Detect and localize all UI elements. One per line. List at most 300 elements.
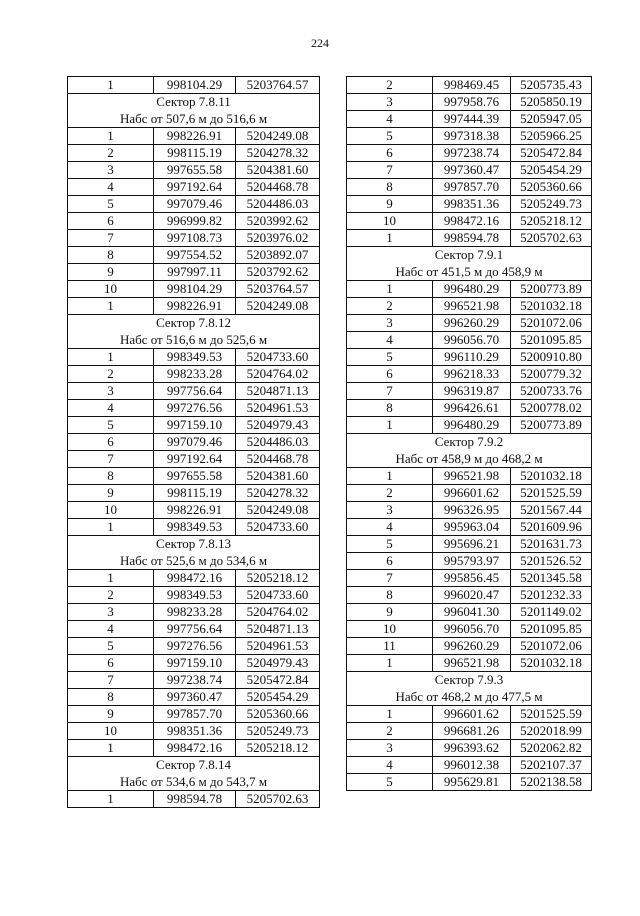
x-coordinate: 998226.91 [154,298,236,315]
y-coordinate: 5203764.57 [236,77,320,94]
x-coordinate: 998472.16 [154,570,236,587]
point-number: 6 [68,213,154,230]
table-row [347,298,592,315]
y-coordinate: 5203764.57 [236,281,320,298]
x-coordinate: 996480.29 [433,417,511,434]
x-coordinate: 998351.36 [154,723,236,740]
x-coordinate: 997238.74 [433,145,511,162]
point-number: 8 [68,247,154,264]
point-number: 4 [347,111,433,128]
point-number: 7 [68,672,154,689]
sector-height-range: Набс от 458,9 м до 468,2 м [347,451,592,468]
x-coordinate: 998104.29 [154,281,236,298]
sector-title-row [68,94,320,111]
y-coordinate: 5201032.18 [511,655,592,672]
x-coordinate: 995696.21 [433,536,511,553]
y-coordinate: 5204733.60 [236,587,320,604]
sector-height-range: Набс от 525,6 м до 534,6 м [68,553,320,570]
point-number: 3 [347,315,433,332]
point-number: 5 [347,536,433,553]
y-coordinate: 5205454.29 [236,689,320,706]
x-coordinate: 997756.64 [154,383,236,400]
y-coordinate: 5204961.53 [236,638,320,655]
x-coordinate: 995963.04 [433,519,511,536]
table-row [347,604,592,621]
table-row [68,264,320,281]
x-coordinate: 996521.98 [433,468,511,485]
x-coordinate: 997108.73 [154,230,236,247]
x-coordinate: 996521.98 [433,655,511,672]
table-row [68,587,320,604]
y-coordinate: 5203792.62 [236,264,320,281]
table-row [68,740,320,757]
y-coordinate: 5201032.18 [511,468,592,485]
point-number: 1 [68,791,154,808]
x-coordinate: 995793.97 [433,553,511,570]
y-coordinate: 5205249.73 [236,723,320,740]
table-row [68,672,320,689]
point-number: 4 [347,757,433,774]
y-coordinate: 5204486.03 [236,196,320,213]
x-coordinate: 997360.47 [154,689,236,706]
table-row [68,383,320,400]
point-number: 1 [68,349,154,366]
x-coordinate: 997857.70 [433,179,511,196]
table-row [68,502,320,519]
point-number: 9 [68,485,154,502]
x-coordinate: 998226.91 [154,128,236,145]
x-coordinate: 998469.45 [433,77,511,94]
y-coordinate: 5204468.78 [236,451,320,468]
table-row [68,281,320,298]
table-row [347,706,592,723]
y-coordinate: 5205249.73 [511,196,592,213]
table-row [347,774,592,791]
y-coordinate: 5205702.63 [511,230,592,247]
sector-title: Сектор 7.8.14 [68,757,320,774]
sector-title: Сектор 7.8.12 [68,315,320,332]
x-coordinate: 996020.47 [433,587,511,604]
table-row [347,77,592,94]
table-row [68,451,320,468]
sector-title-row [347,672,592,689]
table-row [68,349,320,366]
point-number: 3 [347,740,433,757]
x-coordinate: 996041.30 [433,604,511,621]
sector-title: Сектор 7.9.3 [347,672,592,689]
point-number: 7 [347,570,433,587]
point-number: 7 [347,162,433,179]
point-number: 6 [347,145,433,162]
y-coordinate: 5200910.80 [511,349,592,366]
x-coordinate: 997276.56 [154,400,236,417]
y-coordinate: 5204979.43 [236,417,320,434]
y-coordinate: 5204249.08 [236,128,320,145]
sector-title: Сектор 7.8.13 [68,536,320,553]
y-coordinate: 5205218.12 [236,570,320,587]
table-row [68,434,320,451]
point-number: 9 [68,264,154,281]
table-row [68,689,320,706]
x-coordinate: 997444.39 [433,111,511,128]
table-row [347,162,592,179]
x-coordinate: 997079.46 [154,196,236,213]
y-coordinate: 5201526.52 [511,553,592,570]
x-coordinate: 995629.81 [433,774,511,791]
y-coordinate: 5201609.96 [511,519,592,536]
y-coordinate: 5204278.32 [236,145,320,162]
y-coordinate: 5204871.13 [236,383,320,400]
coordinates-table-left [67,76,320,808]
table-row [68,417,320,434]
table-row [347,655,592,672]
table-row [347,570,592,587]
y-coordinate: 5205472.84 [511,145,592,162]
point-number: 1 [347,230,433,247]
point-number: 2 [347,298,433,315]
point-number: 8 [347,179,433,196]
y-coordinate: 5200779.32 [511,366,592,383]
y-coordinate: 5204733.60 [236,519,320,536]
y-coordinate: 5204733.60 [236,349,320,366]
sector-height-range: Набс от 507,6 м до 516,6 м [68,111,320,128]
x-coordinate: 996521.98 [433,298,511,315]
table-row [68,621,320,638]
y-coordinate: 5205218.12 [511,213,592,230]
y-coordinate: 5200778.02 [511,400,592,417]
x-coordinate: 996218.33 [433,366,511,383]
table-row [347,485,592,502]
page-number: 224 [311,36,329,50]
table-row [347,94,592,111]
y-coordinate: 5201345.58 [511,570,592,587]
x-coordinate: 998233.28 [154,366,236,383]
point-number: 9 [347,196,433,213]
point-number: 5 [68,417,154,434]
y-coordinate: 5205454.29 [511,162,592,179]
x-coordinate: 998115.19 [154,145,236,162]
x-coordinate: 996601.62 [433,706,511,723]
sector-title: Сектор 7.9.1 [347,247,592,264]
table-row [68,706,320,723]
sector-range-row [68,111,320,128]
sector-title-row [347,434,592,451]
x-coordinate: 997159.10 [154,655,236,672]
table-row [68,400,320,417]
sector-title-row [68,315,320,332]
x-coordinate: 996110.29 [433,349,511,366]
y-coordinate: 5204381.60 [236,162,320,179]
x-coordinate: 997655.58 [154,468,236,485]
y-coordinate: 5200773.89 [511,281,592,298]
table-row [347,349,592,366]
table-row [347,587,592,604]
point-number: 1 [347,468,433,485]
table-row [68,570,320,587]
point-number: 8 [68,468,154,485]
point-number: 2 [68,366,154,383]
point-number: 10 [347,621,433,638]
y-coordinate: 5201631.73 [511,536,592,553]
point-number: 2 [347,77,433,94]
table-row [68,162,320,179]
table-row [68,723,320,740]
x-coordinate: 997079.46 [154,434,236,451]
point-number: 8 [347,587,433,604]
point-number: 1 [347,655,433,672]
y-coordinate: 5205702.63 [236,791,320,808]
x-coordinate: 996260.29 [433,315,511,332]
x-coordinate: 997238.74 [154,672,236,689]
y-coordinate: 5204278.32 [236,485,320,502]
x-coordinate: 996681.26 [433,723,511,740]
table-row [347,536,592,553]
sector-range-row [68,332,320,349]
table-row [347,723,592,740]
point-number: 10 [347,213,433,230]
point-number: 3 [68,604,154,621]
point-number: 7 [347,383,433,400]
point-number: 4 [347,519,433,536]
x-coordinate: 996012.38 [433,757,511,774]
y-coordinate: 5204871.13 [236,621,320,638]
point-number: 3 [68,162,154,179]
x-coordinate: 998233.28 [154,604,236,621]
y-coordinate: 5201032.18 [511,298,592,315]
table-row [347,179,592,196]
point-number: 6 [347,366,433,383]
x-coordinate: 997276.56 [154,638,236,655]
x-coordinate: 995856.45 [433,570,511,587]
sector-title-row [347,247,592,264]
point-number: 6 [347,553,433,570]
y-coordinate: 5204249.08 [236,298,320,315]
x-coordinate: 998349.53 [154,519,236,536]
point-number: 4 [68,400,154,417]
y-coordinate: 5201525.59 [511,485,592,502]
sector-range-row [347,689,592,706]
x-coordinate: 998104.29 [154,77,236,94]
table-row [68,519,320,536]
table-row [68,655,320,672]
point-number: 10 [68,723,154,740]
table-row [347,230,592,247]
x-coordinate: 997756.64 [154,621,236,638]
table-row [347,553,592,570]
point-number: 3 [347,502,433,519]
y-coordinate: 5204381.60 [236,468,320,485]
y-coordinate: 5204979.43 [236,655,320,672]
y-coordinate: 5201072.06 [511,315,592,332]
sector-range-row [68,553,320,570]
table-row [68,366,320,383]
y-coordinate: 5202107.37 [511,757,592,774]
point-number: 1 [347,417,433,434]
table-row [68,485,320,502]
point-number: 7 [68,451,154,468]
y-coordinate: 5204468.78 [236,179,320,196]
sector-title: Сектор 7.9.2 [347,434,592,451]
x-coordinate: 997318.38 [433,128,511,145]
y-coordinate: 5205360.66 [236,706,320,723]
table-row [68,179,320,196]
point-number: 2 [68,587,154,604]
table-row [68,213,320,230]
point-number: 1 [68,519,154,536]
table-row [68,298,320,315]
x-coordinate: 996393.62 [433,740,511,757]
point-number: 5 [347,349,433,366]
x-coordinate: 998226.91 [154,502,236,519]
table-row [347,468,592,485]
point-number: 10 [68,502,154,519]
x-coordinate: 997192.64 [154,179,236,196]
y-coordinate: 5201072.06 [511,638,592,655]
table-row [68,196,320,213]
point-number: 4 [68,621,154,638]
x-coordinate: 996326.95 [433,502,511,519]
point-number: 1 [68,740,154,757]
x-coordinate: 997997.11 [154,264,236,281]
table-row [347,281,592,298]
table-row [347,400,592,417]
y-coordinate: 5204961.53 [236,400,320,417]
point-number: 9 [68,706,154,723]
point-number: 4 [347,332,433,349]
y-coordinate: 5205360.66 [511,179,592,196]
y-coordinate: 5205472.84 [236,672,320,689]
y-coordinate: 5202138.58 [511,774,592,791]
y-coordinate: 5200773.89 [511,417,592,434]
x-coordinate: 998472.16 [154,740,236,757]
x-coordinate: 998351.36 [433,196,511,213]
y-coordinate: 5205735.43 [511,77,592,94]
y-coordinate: 5204764.02 [236,604,320,621]
x-coordinate: 998472.16 [433,213,511,230]
table-row [347,757,592,774]
y-coordinate: 5201525.59 [511,706,592,723]
sector-title: Сектор 7.8.11 [68,94,320,111]
point-number: 5 [68,196,154,213]
x-coordinate: 996426.61 [433,400,511,417]
x-coordinate: 996319.87 [433,383,511,400]
table-row [347,519,592,536]
point-number: 3 [68,383,154,400]
sector-title-row [68,536,320,553]
point-number: 6 [68,434,154,451]
x-coordinate: 998349.53 [154,587,236,604]
x-coordinate: 997360.47 [433,162,511,179]
y-coordinate: 5205218.12 [236,740,320,757]
point-number: 2 [347,723,433,740]
point-number: 2 [68,145,154,162]
point-number: 9 [347,604,433,621]
x-coordinate: 996056.70 [433,332,511,349]
y-coordinate: 5203976.02 [236,230,320,247]
y-coordinate: 5201232.33 [511,587,592,604]
table-row [347,196,592,213]
y-coordinate: 5205850.19 [511,94,592,111]
x-coordinate: 997655.58 [154,162,236,179]
point-number: 7 [68,230,154,247]
point-number: 1 [68,298,154,315]
sector-range-row [68,774,320,791]
sector-range-row [347,451,592,468]
table-row [347,383,592,400]
table-row [347,366,592,383]
x-coordinate: 998349.53 [154,349,236,366]
x-coordinate: 996480.29 [433,281,511,298]
table-row [68,791,320,808]
table-row [347,111,592,128]
table-row [68,230,320,247]
point-number: 1 [347,281,433,298]
table-row [347,128,592,145]
y-coordinate: 5204249.08 [236,502,320,519]
y-coordinate: 5202062.82 [511,740,592,757]
x-coordinate: 996999.82 [154,213,236,230]
point-number: 1 [68,570,154,587]
y-coordinate: 5205947.05 [511,111,592,128]
sector-title-row [68,757,320,774]
y-coordinate: 5201095.85 [511,332,592,349]
sector-height-range: Набс от 468,2 м до 477,5 м [347,689,592,706]
table-row [347,740,592,757]
table-row [347,332,592,349]
table-row [68,145,320,162]
point-number: 8 [68,689,154,706]
point-number: 11 [347,638,433,655]
table-row [347,417,592,434]
x-coordinate: 998594.78 [154,791,236,808]
point-number: 1 [347,706,433,723]
point-number: 5 [347,774,433,791]
x-coordinate: 997192.64 [154,451,236,468]
point-number: 6 [68,655,154,672]
table-row [68,468,320,485]
table-row [347,502,592,519]
x-coordinate: 997958.76 [433,94,511,111]
table-row [68,77,320,94]
table-row [68,638,320,655]
y-coordinate: 5201095.85 [511,621,592,638]
point-number: 4 [68,179,154,196]
point-number: 1 [68,77,154,94]
table-row [347,213,592,230]
table-row [347,315,592,332]
x-coordinate: 996056.70 [433,621,511,638]
table-row [347,621,592,638]
y-coordinate: 5202018.99 [511,723,592,740]
y-coordinate: 5200733.76 [511,383,592,400]
x-coordinate: 996260.29 [433,638,511,655]
y-coordinate: 5204486.03 [236,434,320,451]
x-coordinate: 997554.52 [154,247,236,264]
point-number: 10 [68,281,154,298]
sector-height-range: Набс от 516,6 м до 525,6 м [68,332,320,349]
table-row [68,128,320,145]
x-coordinate: 998594.78 [433,230,511,247]
x-coordinate: 997159.10 [154,417,236,434]
y-coordinate: 5205966.25 [511,128,592,145]
y-coordinate: 5201567.44 [511,502,592,519]
x-coordinate: 997857.70 [154,706,236,723]
coordinates-table-right [346,76,592,791]
y-coordinate: 5201149.02 [511,604,592,621]
point-number: 5 [68,638,154,655]
sector-range-row [347,264,592,281]
table-row [347,145,592,162]
